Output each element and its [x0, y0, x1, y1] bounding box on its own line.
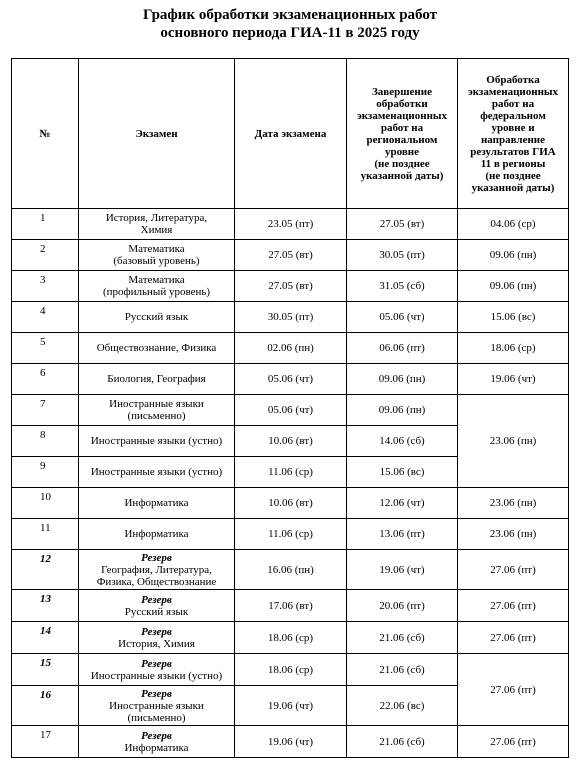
federal-deadline: 23.06 (пн)	[458, 488, 569, 519]
federal-deadline: 27.06 (пт)	[458, 550, 569, 590]
exam-cell: Резерв Информатика	[79, 726, 235, 758]
reserve-label: Резерв	[141, 625, 172, 638]
table-row	[12, 240, 569, 271]
federal-deadline: 04.06 (ср)	[458, 209, 569, 240]
table-row	[12, 590, 569, 622]
row-number: 4	[12, 302, 79, 333]
title-line-2: основного периода ГИА-11 в 2025 году	[160, 25, 420, 41]
exam-date: 17.06 (вт)	[235, 590, 347, 622]
table-row	[12, 519, 569, 550]
exam-cell: Резерв География, Литература, Физика, Обществознание	[79, 550, 235, 590]
regional-deadline: 13.06 (пт)	[347, 519, 458, 550]
exam-date: 18.06 (ср)	[235, 654, 347, 686]
exam-date: 11.06 (ср)	[235, 457, 347, 488]
exam-cell: Резерв Русский язык	[79, 590, 235, 622]
reserve-label: Резерв	[141, 687, 172, 700]
regional-deadline: 20.06 (пт)	[347, 590, 458, 622]
header-num: №	[12, 59, 79, 209]
row-number: 8	[12, 426, 79, 457]
regional-deadline: 15.06 (вс)	[347, 457, 458, 488]
exam-cell: Иностранные языки (устно)	[79, 457, 235, 488]
row-number: 12	[12, 550, 79, 590]
exam-cell: Русский язык	[79, 302, 235, 333]
regional-deadline: 21.06 (сб)	[347, 622, 458, 654]
row-number: 2	[12, 240, 79, 271]
federal-deadline: 19.06 (чт)	[458, 364, 569, 395]
row-number: 1	[12, 209, 79, 240]
exam-date: 02.06 (пн)	[235, 333, 347, 364]
regional-deadline: 21.06 (сб)	[347, 654, 458, 686]
exam-date: 19.06 (чт)	[235, 686, 347, 726]
table-row	[12, 364, 569, 395]
header-row	[12, 59, 569, 209]
table-row	[12, 622, 569, 654]
row-number: 5	[12, 333, 79, 364]
regional-deadline: 22.06 (вс)	[347, 686, 458, 726]
federal-deadline: 18.06 (ср)	[458, 333, 569, 364]
federal-deadline: 23.06 (пн)	[458, 519, 569, 550]
exam-cell: Иностранные языки (письменно)	[79, 395, 235, 426]
federal-deadline: 27.06 (пт)	[458, 590, 569, 622]
table-row	[12, 333, 569, 364]
row-number: 14	[12, 622, 79, 654]
regional-deadline: 14.06 (сб)	[347, 426, 458, 457]
exam-date: 05.06 (чт)	[235, 395, 347, 426]
row-number: 13	[12, 590, 79, 622]
table-row	[12, 209, 569, 240]
exam-date: 27.05 (вт)	[235, 240, 347, 271]
reserve-label: Резерв	[141, 593, 172, 606]
row-number: 15	[12, 654, 79, 686]
exam-cell: Информатика	[79, 488, 235, 519]
exam-cell: Информатика	[79, 519, 235, 550]
row-number: 10	[12, 488, 79, 519]
exam-date: 10.06 (вт)	[235, 426, 347, 457]
federal-deadline-merged: 23.06 (пн)	[458, 395, 569, 488]
regional-deadline: 06.06 (пт)	[347, 333, 458, 364]
exam-date: 23.05 (пт)	[235, 209, 347, 240]
header-date: Дата экзамена	[235, 59, 347, 209]
exam-cell: Биология, География	[79, 364, 235, 395]
exam-date: 19.06 (чт)	[235, 726, 347, 758]
table-row	[12, 395, 569, 426]
federal-deadline: 27.06 (пт)	[458, 622, 569, 654]
reserve-label: Резерв	[141, 551, 172, 564]
regional-deadline: 30.05 (пт)	[347, 240, 458, 271]
table-row	[12, 654, 569, 686]
exam-cell: Математика (базовый уровень)	[79, 240, 235, 271]
exam-cell: Резерв Иностранные языки (письменно)	[79, 686, 235, 726]
header-regional: Завершение обработки экзаменационных работ на региональном уровне (не позднее указанной даты)	[347, 59, 458, 209]
federal-deadline: 27.06 (пт)	[458, 726, 569, 758]
row-number: 17	[12, 726, 79, 758]
reserve-label: Резерв	[141, 657, 172, 670]
regional-deadline: 09.06 (пн)	[347, 395, 458, 426]
regional-deadline: 21.06 (сб)	[347, 726, 458, 758]
table-row	[12, 726, 569, 758]
header-exam: Экзамен	[79, 59, 235, 209]
exam-date: 30.05 (пт)	[235, 302, 347, 333]
exam-cell: Математика (профильный уровень)	[79, 271, 235, 302]
table-row	[12, 550, 569, 590]
header-federal: Обработка экзаменационных работ на федеральном уровне и направление результатов ГИА 11 в регионы (не позднее указанной даты)	[458, 59, 569, 209]
title-line-1: График обработки экзаменационных работ	[142, 7, 438, 23]
regional-deadline: 05.06 (чт)	[347, 302, 458, 333]
exam-cell: Резерв Иностранные языки (устно)	[79, 654, 235, 686]
document-title	[0, 6, 580, 42]
exam-cell: Резерв История, Химия	[79, 622, 235, 654]
exam-date: 27.05 (вт)	[235, 271, 347, 302]
exam-date: 18.06 (ср)	[235, 622, 347, 654]
federal-deadline: 15.06 (вс)	[458, 302, 569, 333]
federal-deadline-merged: 27.06 (пт)	[458, 654, 569, 726]
table-row	[12, 488, 569, 519]
regional-deadline: 09.06 (пн)	[347, 364, 458, 395]
row-number: 6	[12, 364, 79, 395]
regional-deadline: 31.05 (сб)	[347, 271, 458, 302]
federal-deadline: 09.06 (пн)	[458, 240, 569, 271]
schedule-table	[11, 58, 569, 758]
exam-date: 11.06 (ср)	[235, 519, 347, 550]
exam-cell: Обществознание, Физика	[79, 333, 235, 364]
row-number: 3	[12, 271, 79, 302]
table-row	[12, 302, 569, 333]
regional-deadline: 27.05 (вт)	[347, 209, 458, 240]
row-number: 9	[12, 457, 79, 488]
federal-deadline: 09.06 (пн)	[458, 271, 569, 302]
regional-deadline: 12.06 (чт)	[347, 488, 458, 519]
row-number: 11	[12, 519, 79, 550]
exam-cell: История, Литература, Химия	[79, 209, 235, 240]
exam-date: 16.06 (пн)	[235, 550, 347, 590]
table-row	[12, 271, 569, 302]
reserve-label: Резерв	[141, 729, 172, 742]
regional-deadline: 19.06 (чт)	[347, 550, 458, 590]
exam-cell: Иностранные языки (устно)	[79, 426, 235, 457]
row-number: 7	[12, 395, 79, 426]
row-number: 16	[12, 686, 79, 726]
exam-date: 10.06 (вт)	[235, 488, 347, 519]
exam-date: 05.06 (чт)	[235, 364, 347, 395]
